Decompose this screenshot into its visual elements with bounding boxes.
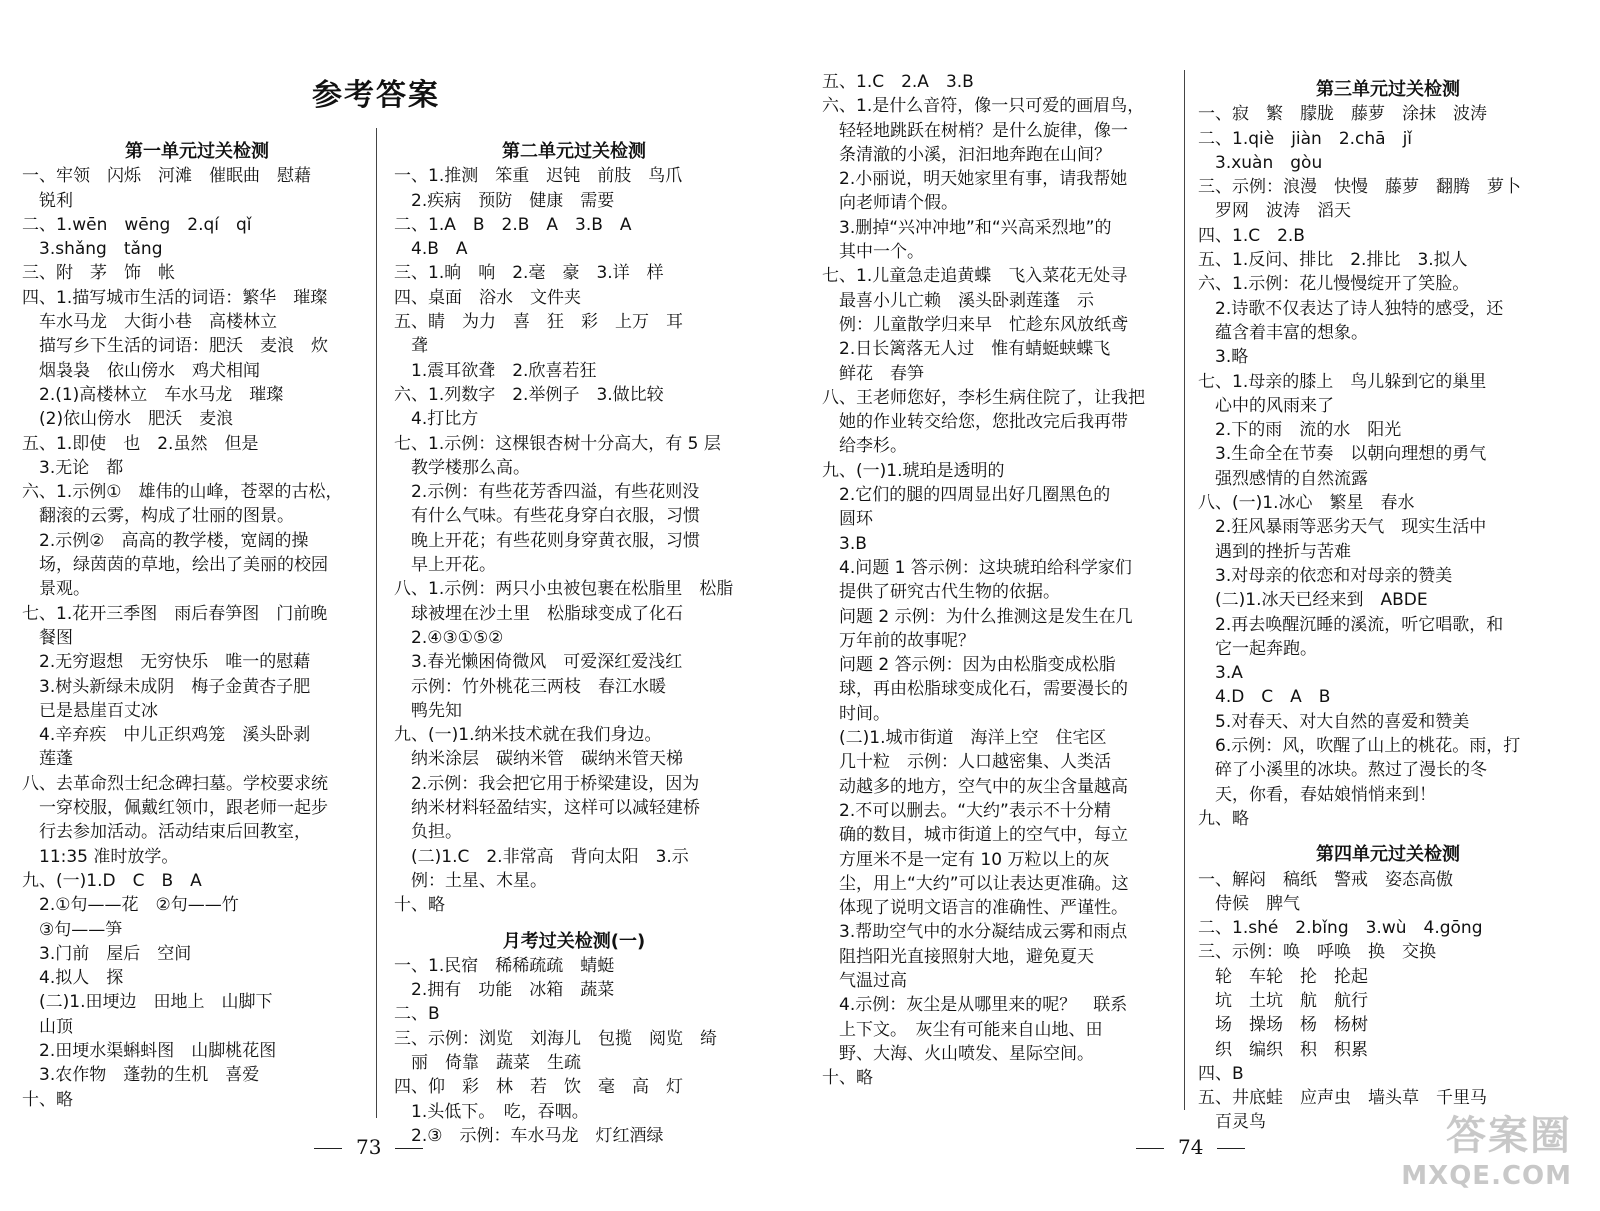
watermark-logo: 答案圈 bbox=[1446, 1113, 1572, 1159]
answer-line: 2.田埂水渠蝌蚪图 山脚桃花图 bbox=[22, 1040, 277, 1061]
watermark bbox=[1401, 1104, 1572, 1191]
section-gap bbox=[1198, 831, 1578, 843]
answer-line: 蕴含着丰富的想象。 bbox=[1198, 322, 1368, 343]
answer-line: 11:35 准时放学。 bbox=[22, 846, 179, 867]
answer-line: 锐利 bbox=[22, 190, 73, 211]
answer-line: 例：儿童散学归来早 忙趁东风放纸鸢 bbox=[822, 314, 1128, 335]
answer-line: 确的数目，城市街道上的空气中，每立 bbox=[822, 825, 1128, 846]
answer-line: 五、睛 为力 喜 狂 彩 上万 耳 bbox=[394, 312, 683, 333]
answer-line: 早上开花。 bbox=[394, 555, 496, 576]
answer-line: 三、示例：浪漫 快慢 藤萝 翻腾 萝卜 bbox=[1198, 177, 1521, 198]
answer-line: 2.拥有 功能 冰箱 蔬菜 bbox=[394, 980, 615, 1001]
answer-line: 场 操场 杨 杨树 bbox=[1198, 1015, 1368, 1036]
answer-line: 2.再去唤醒沉睡的溪流，听它唱歌，和 bbox=[1198, 614, 1504, 635]
answer-line: 翻滚的云雾，构成了壮丽的图景。 bbox=[22, 506, 294, 527]
answer-line: 3.略 bbox=[1198, 347, 1249, 368]
answer-line: 九、(一)1.D C B A bbox=[22, 870, 202, 891]
answer-line: 侍候 脾气 bbox=[1198, 893, 1300, 914]
answer-line: 二、1.A B 2.B A 3.B A bbox=[394, 214, 632, 235]
answer-line: 2.日长篱落无人过 惟有蜻蜓蛱蝶飞 bbox=[822, 339, 1111, 360]
answer-line: 二、1.shé 2.bǐng 3.wù 4.gōng bbox=[1198, 918, 1483, 939]
answer-line: (二)1.冰天已经来到 ABDE bbox=[1198, 590, 1428, 611]
answer-line: 丽 倚靠 蔬菜 生疏 bbox=[394, 1052, 581, 1073]
answer-line: 问题 2 答示例：因为由松脂变成松脂 bbox=[822, 655, 1116, 676]
answer-line: 3.shǎng tǎng bbox=[22, 239, 163, 260]
answer-line: 上下文。 灰尘有可能来自山地、田 bbox=[822, 1019, 1103, 1040]
answer-column-2 bbox=[394, 140, 754, 1148]
answer-line: 3.对母亲的依恋和对母亲的赞美 bbox=[1198, 565, 1453, 586]
answer-line: 二、B bbox=[394, 1004, 440, 1025]
column-divider-right bbox=[1184, 70, 1185, 1110]
answer-line: 球被埋在沙土里 松脂球变成了化石 bbox=[394, 603, 683, 624]
answer-line: 四、仰 彩 林 若 饮 毫 高 灯 bbox=[394, 1077, 683, 1098]
answer-line: 有什么气味。有些花身穿白衣服，习惯 bbox=[394, 506, 700, 527]
answer-line: 2.示例：有些花芳香四溢，有些花则没 bbox=[394, 482, 700, 503]
answer-line: 八、去革命烈士纪念碑扫墓。学校要求统 bbox=[22, 773, 328, 794]
answer-line: 2.下的雨 流的水 阳光 bbox=[1198, 420, 1402, 441]
column-divider-left bbox=[376, 128, 377, 1118]
answer-line: 五、1.即使 也 2.虽然 但是 bbox=[22, 433, 259, 454]
answer-line: 碎了小溪里的冰块。熬过了漫长的冬 bbox=[1198, 760, 1487, 781]
answer-line: 示例：竹外桃花三两枝 春江水暖 bbox=[394, 676, 666, 697]
answer-line: 鸭先知 bbox=[394, 700, 462, 721]
answer-line: 2.④③①⑤② bbox=[394, 627, 504, 648]
answer-line: 3.农作物 蓬勃的生机 喜爱 bbox=[22, 1065, 260, 1086]
answer-line: (2)依山傍水 肥沃 麦浪 bbox=[22, 409, 234, 430]
answer-line: 十、略 bbox=[22, 1089, 73, 1110]
answer-line: 四、桌面 浴水 文件夹 bbox=[394, 287, 581, 308]
answer-line: 4.辛弃疾 中儿正织鸡笼 溪头卧剥 bbox=[22, 725, 311, 746]
section-heading: 月考过关检测(一) bbox=[502, 930, 646, 952]
answer-line: 轮 车轮 抡 抡起 bbox=[1198, 966, 1368, 987]
answer-line: 纳米材料轻盈结实，这样可以减轻建桥 bbox=[394, 798, 700, 819]
answer-line: 气温过高 bbox=[822, 970, 907, 991]
answer-line: 一、1.推测 笨重 迟钝 前肢 鸟爪 bbox=[394, 166, 683, 187]
answer-line: 4.打比方 bbox=[394, 409, 479, 430]
answer-column-1 bbox=[22, 140, 372, 1112]
answer-line: 负担。 bbox=[394, 822, 462, 843]
answer-line: 九、略 bbox=[1198, 808, 1249, 829]
watermark-url: MXQE.COM bbox=[1401, 1161, 1572, 1191]
answer-line: 圆环 bbox=[822, 509, 873, 530]
answer-line: 七、1.示例：这棵银杏树十分高大，有 5 层 bbox=[394, 433, 721, 454]
answer-line: 2.诗歌不仅表达了诗人独特的感受，还 bbox=[1198, 298, 1504, 319]
answer-line: 四、B bbox=[1198, 1063, 1244, 1084]
answer-line: 八、王老师您好，李杉生病住院了，让我把 bbox=[822, 387, 1145, 408]
answer-line: 六、1.是什么音符，像一只可爱的画眉鸟， bbox=[822, 96, 1145, 117]
answer-column-3 bbox=[822, 70, 1172, 1090]
answer-line: 6.示例：风，吹醒了山上的桃花。雨，打 bbox=[1198, 736, 1521, 757]
answer-line: 它一起奔跑。 bbox=[1198, 638, 1317, 659]
answer-line: 烟袅袅 依山傍水 鸡犬相闻 bbox=[22, 360, 260, 381]
answer-line: 百灵鸟 bbox=[1198, 1112, 1266, 1133]
page-title: 参考答案 bbox=[312, 78, 440, 113]
page-number-right: 74 bbox=[1122, 1135, 1259, 1159]
answer-line: ③句——笋 bbox=[22, 919, 123, 940]
answer-line: 3.春光懒困倚微风 可爱深红爱浅红 bbox=[394, 652, 683, 673]
answer-line: 六、1.示例① 雄伟的山峰，苍翠的古松， bbox=[22, 482, 343, 503]
answer-line: 二、1.wēn wēng 2.qí qǐ bbox=[22, 214, 252, 235]
answer-line: 例：土星、木星。 bbox=[394, 870, 547, 891]
answer-line: 八、(一)1.冰心 繁星 春水 bbox=[1198, 493, 1415, 514]
answer-line: 五、1.C 2.A 3.B bbox=[822, 72, 974, 92]
answer-line: 其中一个。 bbox=[822, 242, 924, 263]
answer-line: 一、寂 繁 朦胧 藤萝 涂抹 波涛 bbox=[1198, 104, 1487, 125]
answer-line: 最喜小儿亡赖 溪头卧剥莲蓬 示 bbox=[822, 290, 1094, 311]
answer-line: 餐图 bbox=[22, 627, 73, 648]
answer-line: 条清澈的小溪，汩汩地奔跑在山间？ bbox=[822, 144, 1111, 165]
answer-line: 一、1.民宿 稀稀疏疏 蜻蜓 bbox=[394, 955, 615, 976]
answer-line: 3.树头新绿未成阴 梅子金黄杏子肥 bbox=[22, 676, 311, 697]
answer-line: 1.震耳欲聋 2.欣喜若狂 bbox=[394, 360, 597, 381]
answer-line: 八、1.示例：两只小虫被包裹在松脂里 松脂 bbox=[394, 579, 734, 600]
answer-line: 七、1.花开三季图 雨后春笋图 门前晚 bbox=[22, 603, 328, 624]
answer-line: 3.A bbox=[1198, 663, 1243, 684]
answer-line: 2.无穷遐想 无穷快乐 唯一的慰藉 bbox=[22, 652, 311, 673]
answer-line: 2.①句——花 ②句——竹 bbox=[22, 895, 239, 916]
answer-line: 晚上开花；有些花则身穿黄衣服，习惯 bbox=[394, 530, 700, 551]
answer-line: 九、(一)1.琥珀是透明的 bbox=[822, 460, 1005, 481]
answer-line: 三、示例：唤 呼唤 换 交换 bbox=[1198, 942, 1436, 963]
answer-line: 景观。 bbox=[22, 579, 90, 600]
answer-line: 尘，用上“大约”可以让表达更准确。这 bbox=[822, 873, 1129, 894]
section-heading: 第三单元过关检测 bbox=[1316, 79, 1460, 100]
answer-line: 3.帮助空气中的水分凝结成云雾和雨点 bbox=[822, 922, 1128, 943]
answer-line: 动越多的地方，空气中的灰尘含量越高 bbox=[822, 776, 1128, 797]
answer-line: 四、1.C 2.B bbox=[1198, 225, 1305, 246]
answer-line: 2.狂风暴雨等恶劣天气 现实生活中 bbox=[1198, 517, 1487, 538]
answer-line: 三、附 茅 饰 帐 bbox=[22, 263, 175, 284]
answer-line: 1.头低下。 吃，吞咽。 bbox=[394, 1101, 589, 1122]
answer-line: 3.xuàn gòu bbox=[1198, 152, 1323, 173]
answer-column-4 bbox=[1198, 78, 1578, 1135]
answer-line: 山顶 bbox=[22, 1016, 73, 1037]
answer-line: (二)1.C 2.非常高 背向太阳 3.示 bbox=[394, 846, 689, 867]
answer-line: 十、略 bbox=[822, 1068, 873, 1089]
answer-line: 4.拟人 探 bbox=[22, 968, 124, 989]
answer-line: 一、牢领 闪烁 河滩 催眠曲 慰藉 bbox=[22, 166, 311, 187]
section-gap bbox=[394, 918, 754, 930]
answer-line: 体现了说明文语言的准确性、严谨性。 bbox=[822, 898, 1128, 919]
answer-line: 给李杉。 bbox=[822, 436, 907, 457]
answer-line: 提供了研究古代生物的依据。 bbox=[822, 582, 1060, 603]
answer-line: 二、1.qiè jiàn 2.chā jǐ bbox=[1198, 128, 1413, 149]
answer-line: 向老师请个假。 bbox=[822, 193, 958, 214]
answer-line: 行去参加活动。活动结束后回教室， bbox=[22, 822, 311, 843]
answer-line: 天，你看，春姑娘悄悄来到！ bbox=[1198, 784, 1436, 805]
answer-line: 4.B A bbox=[394, 239, 468, 260]
section-heading: 第四单元过关检测 bbox=[1316, 844, 1460, 866]
answer-line: 3.门前 屋后 空间 bbox=[22, 943, 192, 964]
answer-line: 已是悬崖百丈冰 bbox=[22, 700, 158, 721]
answer-line: 十、略 bbox=[394, 895, 445, 916]
answer-line: 3.删掉“兴冲冲地”和“兴高采烈地”的 bbox=[822, 217, 1112, 238]
answer-line: 织 编织 积 积累 bbox=[1198, 1039, 1368, 1060]
section-heading: 第二单元过关检测 bbox=[502, 141, 646, 162]
answer-line: 3.B bbox=[822, 533, 867, 554]
answer-line: 问题 2 示例：为什么推测这是发生在几 bbox=[822, 606, 1133, 627]
answer-line: 教学楼那么高。 bbox=[394, 457, 530, 478]
answer-line: 2.不可以删去。“大约”表示不十分精 bbox=[822, 800, 1111, 821]
answer-line: (二)1.城市街道 海洋上空 住宅区 bbox=[822, 728, 1107, 749]
section-heading: 第一单元过关检测 bbox=[125, 141, 269, 162]
answer-line: 七、1.母亲的膝上 鸟儿躲到它的巢里 bbox=[1198, 371, 1487, 392]
answer-line: 2.疾病 预防 健康 需要 bbox=[394, 190, 615, 211]
answer-line: 方厘米不是一定有 10 万粒以上的灰 bbox=[822, 849, 1110, 870]
answer-line: 车水马龙 大街小巷 高楼林立 bbox=[22, 312, 277, 333]
answer-line: 五、1.反问、排比 2.排比 3.拟人 bbox=[1198, 250, 1468, 271]
answer-line: 4.D C A B bbox=[1198, 687, 1331, 708]
answer-line: 轻轻地跳跃在树梢？是什么旋律，像一 bbox=[822, 120, 1128, 141]
answer-line: 三、1.晌 响 2.毫 豪 3.详 样 bbox=[394, 263, 664, 284]
answer-line: 鲜花 春笋 bbox=[822, 363, 924, 384]
answer-line: 4.示例：灰尘是从哪里来的呢？ 联系 bbox=[822, 995, 1128, 1016]
answer-line: 描写乡下生活的词语：肥沃 麦浪 炊 bbox=[22, 336, 328, 357]
answer-line: 罗网 波涛 滔天 bbox=[1198, 201, 1351, 222]
answer-line: 5.对春天、对大自然的喜爱和赞美 bbox=[1198, 711, 1470, 732]
answer-line: 2.示例② 高高的教学楼，宽阔的操 bbox=[22, 530, 309, 551]
answer-line: 心中的风雨来了 bbox=[1198, 395, 1334, 416]
answer-line: 一穿校服，佩戴红领巾，跟老师一起步 bbox=[22, 798, 328, 819]
answer-line: 四、1.描写城市生活的词语：繁华 璀璨 bbox=[22, 287, 328, 308]
answer-line: 2.它们的腿的四周显出好几圈黑色的 bbox=[822, 485, 1111, 506]
answer-line: 六、1.示例：花儿慢慢绽开了笑脸。 bbox=[1198, 274, 1470, 295]
answer-line: 万年前的故事呢？ bbox=[822, 630, 975, 651]
answer-line: 2.(1)高楼林立 车水马龙 璀璨 bbox=[22, 384, 284, 405]
answer-line: 2.小丽说，明天她家里有事，请我帮她 bbox=[822, 169, 1128, 190]
answer-line: 纳米涂层 碳纳米管 碳纳米管天梯 bbox=[394, 749, 683, 770]
answer-line: 强烈感情的自然流露 bbox=[1198, 468, 1368, 489]
answer-line: 三、示例：浏览 刘海儿 包揽 阅览 绮 bbox=[394, 1028, 717, 1049]
answer-line: 几十粒 示例：人口越密集、人类活 bbox=[822, 752, 1111, 773]
answer-line: 时间。 bbox=[822, 703, 890, 724]
answer-line: 遇到的挫折与苦难 bbox=[1198, 541, 1351, 562]
answer-line: 七、1.儿童急走追黄蝶 飞入菜花无处寻 bbox=[822, 266, 1128, 287]
answer-line: 野、大海、火山喷发、星际空间。 bbox=[822, 1043, 1094, 1064]
page-number-left: 73 bbox=[300, 1135, 437, 1159]
answer-line: 她的作业转交给您，您批改完后我再带 bbox=[822, 412, 1128, 433]
answer-line: 聋 bbox=[394, 336, 428, 357]
answer-line: 阻挡阳光直接照射大地，避免夏天 bbox=[822, 946, 1094, 967]
answer-line: 五、井底蛙 应声虫 墙头草 千里马 bbox=[1198, 1088, 1487, 1109]
answer-line: 3.生命全在节奏 以朝向理想的勇气 bbox=[1198, 444, 1487, 465]
answer-line: 4.问题 1 答示例：这块琥珀给科学家们 bbox=[822, 557, 1132, 578]
answer-line: 九、(一)1.纳米技术就在我们身边。 bbox=[394, 725, 662, 746]
answer-line: 莲蓬 bbox=[22, 749, 73, 770]
answer-line: (二)1.田埂边 田地上 山脚下 bbox=[22, 992, 273, 1013]
answer-line: 坑 土坑 航 航行 bbox=[1198, 990, 1368, 1011]
answer-line: 2.③ 示例：车水马龙 灯红酒绿 bbox=[394, 1125, 664, 1146]
answer-line: 一、解闷 稿纸 警戒 姿态高傲 bbox=[1198, 869, 1453, 890]
answer-line: 3.无论 都 bbox=[22, 457, 124, 478]
answer-line: 2.示例：我会把它用于桥梁建设，因为 bbox=[394, 773, 700, 794]
answer-line: 六、1.列数字 2.举例子 3.做比较 bbox=[394, 384, 664, 405]
answer-line: 场，绿茵茵的草地，绘出了美丽的校园 bbox=[22, 555, 328, 576]
answer-line: 球，再由松脂球变成化石，需要漫长的 bbox=[822, 679, 1128, 700]
